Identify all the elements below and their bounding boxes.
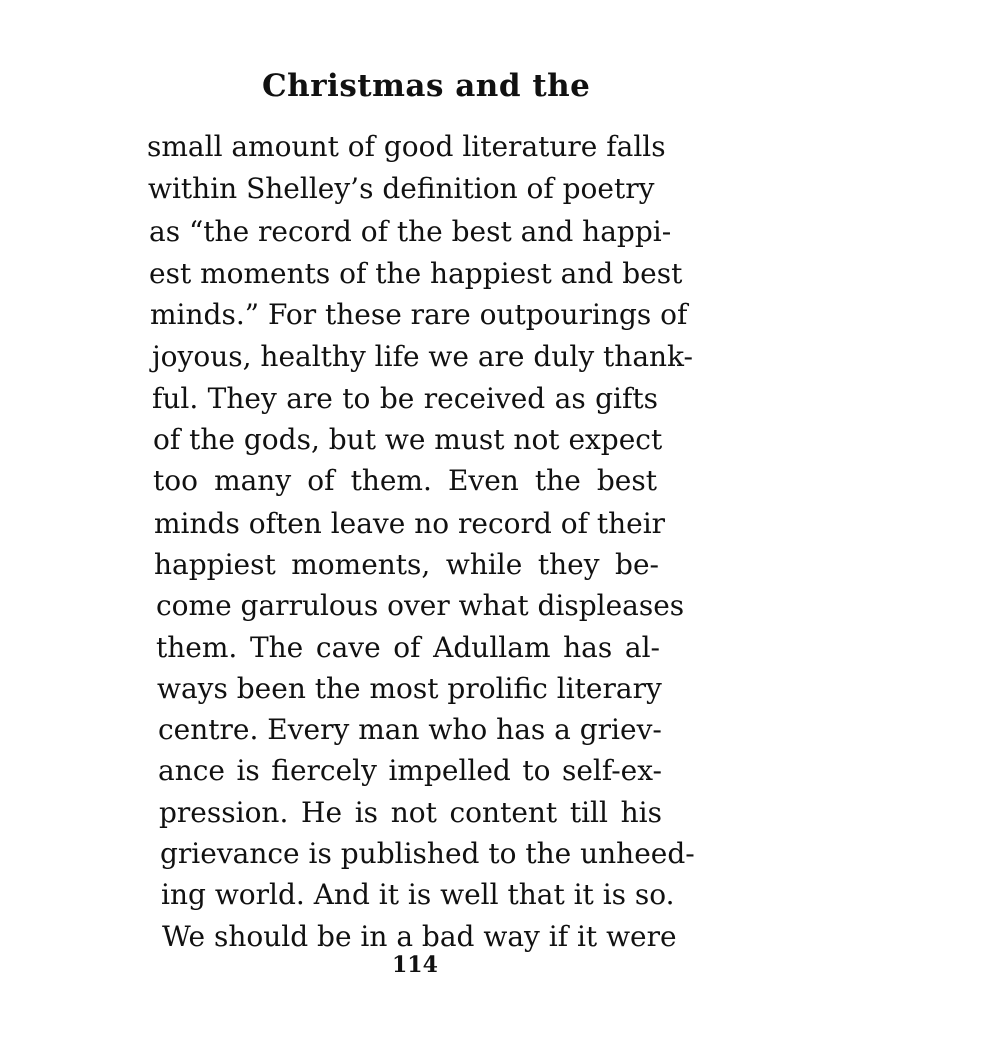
text-line: minds.” For these rare outpourings of xyxy=(150,298,688,332)
text-line: happiest moments, while they be- xyxy=(154,547,659,581)
text-line: ways been the most prolific literary xyxy=(157,671,662,705)
text-line: ance is fiercely impelled to self-ex- xyxy=(158,754,662,788)
text-line: them. The cave of Adullam has al- xyxy=(156,630,660,664)
text-line: within Shelley’s definition of poetry xyxy=(148,172,655,206)
text-line: joyous, healthy life we are duly thank- xyxy=(152,340,693,374)
text-line: small amount of good literature falls xyxy=(147,130,666,163)
text-line: minds often leave no record of their xyxy=(154,506,666,540)
running-head: Christmas and the xyxy=(262,68,591,104)
page-number: 114 xyxy=(392,952,438,978)
text-line: grievance is published to the unheed- xyxy=(160,837,695,871)
text-line: ing world. And it is well that it is so. xyxy=(161,878,675,912)
text-line: come garrulous over what displeases xyxy=(156,589,685,623)
text-line: pression. He is not content till his xyxy=(159,795,662,829)
text-line: ful. They are to be received as gifts xyxy=(152,381,658,415)
text-line: of the gods, but we must not expect xyxy=(153,423,663,457)
text-line: as “the record of the best and happi- xyxy=(149,214,672,248)
text-line: est moments of the happiest and best xyxy=(149,256,683,290)
text-line: centre. Every man who has a griev- xyxy=(158,713,662,747)
body-text xyxy=(140,126,695,953)
text-line: too many of them. Even the best xyxy=(153,464,657,498)
text-line: We should be in a bad way if it were xyxy=(162,919,677,953)
